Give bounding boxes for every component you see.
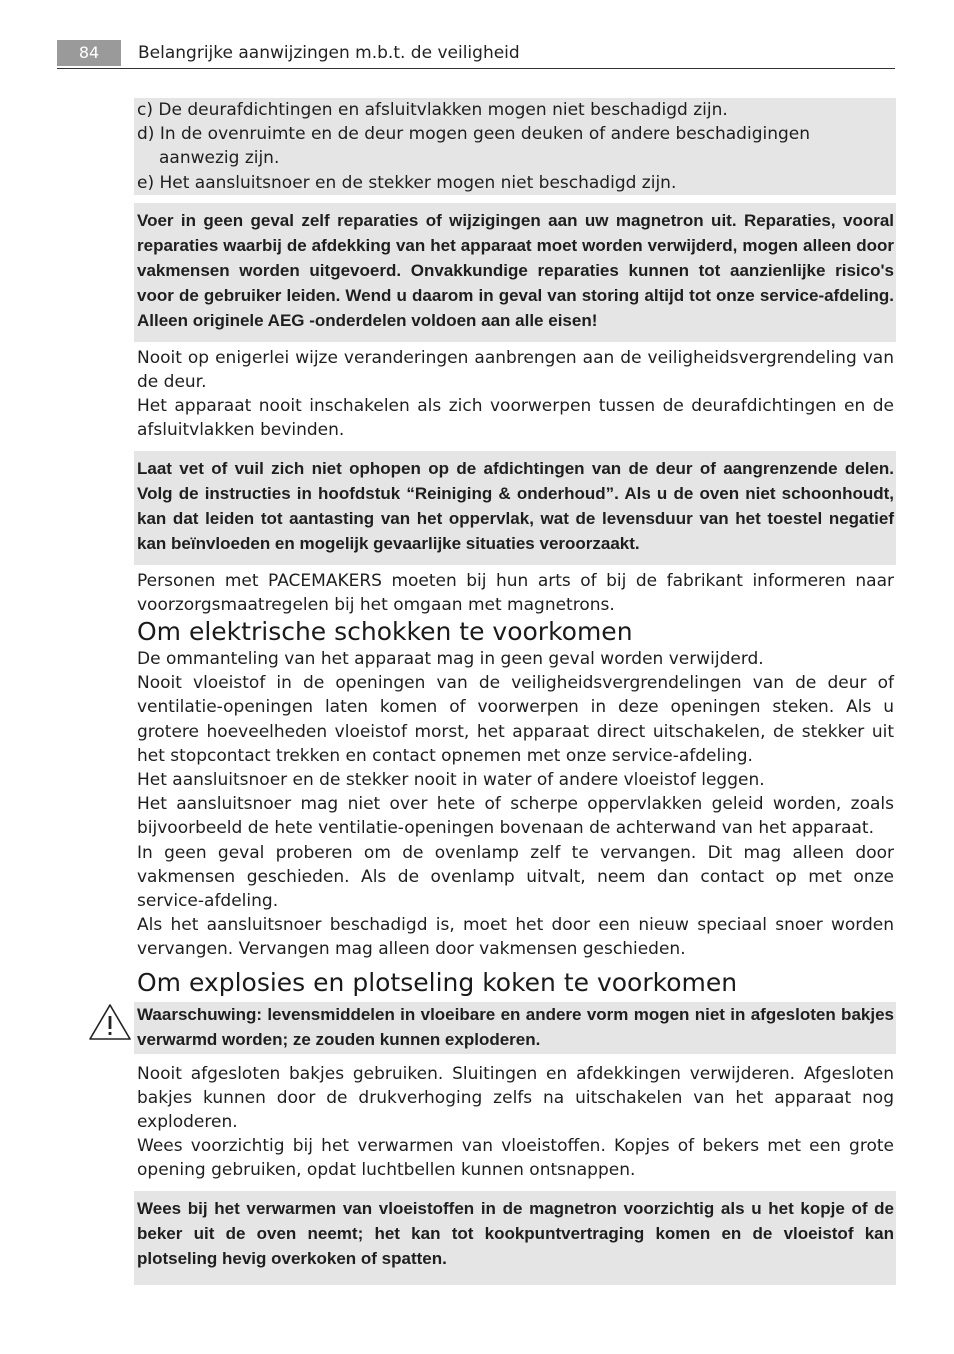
page-number: 84	[57, 40, 121, 66]
header-title: Belangrijke aanwijzingen m.b.t. de veiligheid	[138, 43, 520, 63]
page-header	[57, 40, 895, 69]
warning-text: Wees bij het verwarmen van vloeistoffen in de magnetron voorzichtig als u het kopje of de beker uit de oven neemt; het kan tot kookpuntvertraging komen en de vloeistof kan plotseling hevig overkoken of spatten.	[137, 1198, 894, 1268]
checklist-box	[134, 98, 896, 195]
paragraph: De ommanteling van het apparaat mag in geen geval worden verwijderd.	[137, 649, 764, 670]
paragraph: Nooit afgesloten bakjes gebruiken. Sluitingen en afdekkingen verwijderen. Afgesloten bakjes kunnen door de drukverhoging zelfs na uitschakelen van het apparaat nog exploderen.	[137, 1063, 894, 1133]
paragraph: Nooit op enigerlei wijze veranderingen aanbrengen aan de veiligheidsvergrendeling van de deur.	[137, 347, 894, 393]
warning-triangle-icon	[87, 1002, 133, 1042]
warning-box-explosion	[134, 1002, 896, 1054]
paragraph: Het aansluitsnoer mag niet over hete of scherpe oppervlakken geleid worden, zoals bijvoorbeeld de hete ventilatie-openingen bovenaan de achterwand van het apparaat.	[137, 794, 894, 839]
paragraph: Het apparaat nooit inschakelen als zich voorwerpen tussen de deurafdichtingen en de afsluitvlakken bevinden.	[137, 396, 894, 441]
list-item: c) De deurafdichtingen en afsluitvlakken mogen niet beschadigd zijn.	[137, 100, 728, 120]
section-heading: Om elektrische schokken te voorkomen	[137, 617, 633, 647]
list-item: d) In de ovenruimte en de deur mogen geen deuken of andere beschadigingen aanwezig zijn.	[137, 124, 811, 169]
warning-text: Voer in geen geval zelf reparaties of wijzigingen aan uw magnetron uit. Reparaties, vooral reparaties waarbij de afdekking van het apparaat moet worden verwijderd, mogen alleen door vakmensen worden uitgevoerd. Onvakkundige reparaties kunnen tot aanzienlijke risico's voor de gebruiker leiden. Wend u daarom in geval van storing altijd tot onze service-afdeling. Alleen originele AEG -onderdelen voldoen aan alle eisen!	[137, 210, 894, 330]
paragraph: Het aansluitsnoer en de stekker nooit in water of andere vloeistof leggen.	[137, 770, 765, 791]
paragraph: Personen met PACEMAKERS moeten bij hun arts of bij de fabrikant informeren naar voorzorgsmaatregelen bij het omgaan met magnetrons.	[137, 570, 894, 615]
paragraph: Nooit vloeistof in de openingen van de veiligheidsvergrendelingen van de deur of ventilatie-openingen laten komen of voorwerpen in deze openingen steken. Als u grotere hoeveelheden vloeistof morst, het apparaat direct uitschakelen, de stekker uit het stopcontact trekken en contact opnemen met onze service-afdeling.	[137, 673, 894, 766]
warning-text: Waarschuwing: levensmiddelen in vloeibare en andere vorm mogen niet in afgesloten bakjes verwarmd worden; ze zouden kunnen exploderen.	[137, 1004, 894, 1049]
warning-text: Laat vet of vuil zich niet ophopen op de afdichtingen van de deur of aangrenzende delen. Volg de instructies in hoofdstuk “Reiniging & onderhoud”. Als u de oven niet schoonhoudt, kan dat leiden tot aantasting van het oppervlak, wat de levensduur van het toestel negatief kan beïnvloeden en mogelijk gevaarlijke situaties veroorzaakt.	[137, 458, 894, 553]
list-item: e) Het aansluitsnoer en de stekker mogen niet beschadigd zijn.	[137, 172, 677, 193]
page-content	[137, 98, 894, 1285]
warning-box-boiling	[134, 1191, 896, 1285]
section-heading: Om explosies en plotseling koken te voorkomen	[137, 967, 738, 997]
warning-box-cleaning	[134, 451, 896, 565]
paragraph: In geen geval proberen om de ovenlamp zelf te vervangen. Dit mag alleen door vakmensen geschieden. Als de ovenlamp uitvalt, neem dan contact op met onze service-afdeling.	[137, 842, 894, 912]
paragraph: Als het aansluitsnoer beschadigd is, moet het door een nieuw speciaal snoer worden vervangen. Vervangen mag alleen door vakmensen geschieden.	[137, 915, 894, 960]
paragraph: Wees voorzichtig bij het verwarmen van vloeistoffen. Kopjes of bekers met een grote opening gebruiken, opdat luchtbellen kunnen ontsnappen.	[137, 1136, 894, 1181]
explosion-warning	[137, 1002, 894, 1054]
warning-box-repairs	[134, 203, 896, 342]
